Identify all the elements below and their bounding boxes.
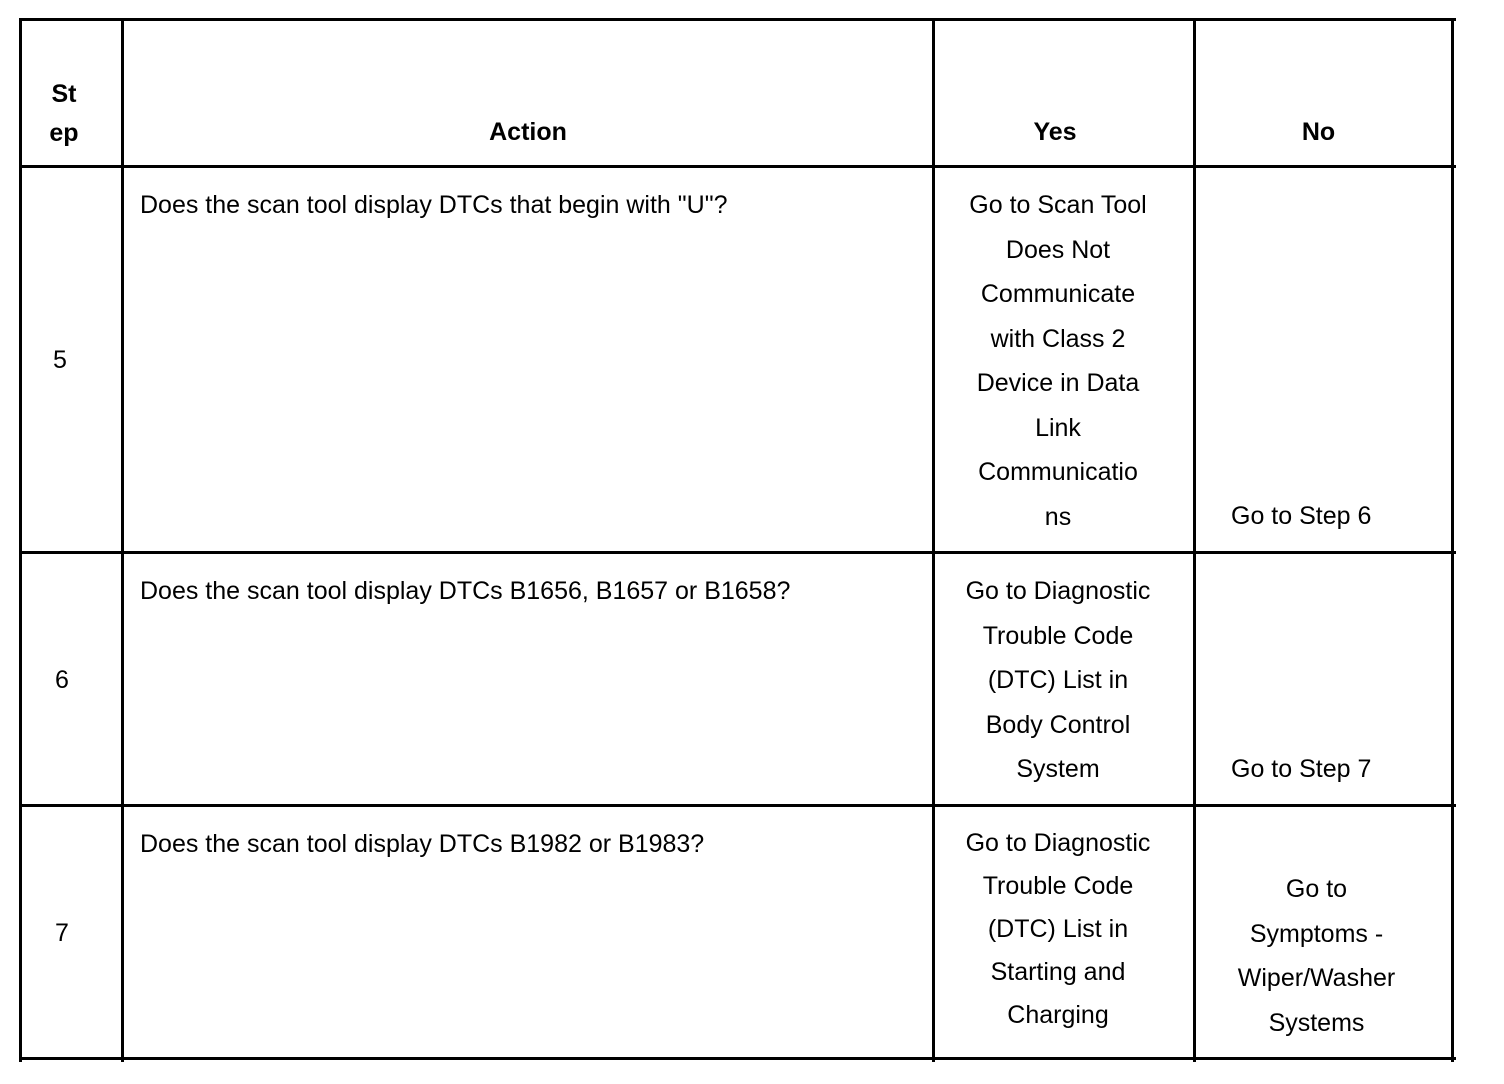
table-border-left <box>19 18 22 1062</box>
step-number: 5 <box>53 346 67 374</box>
step-number: 6 <box>55 666 69 694</box>
column-divider <box>1193 18 1196 1062</box>
column-divider <box>932 18 935 1062</box>
header-no: No <box>1301 118 1336 146</box>
header-step: St ep <box>49 80 79 147</box>
yes-text: Go to Diagnostic Trouble Code (DTC) List in Starting and Charging <box>965 829 1151 1029</box>
no-text: Go to Symptoms - Wiper/Washer Systems <box>1237 875 1396 1037</box>
header-yes: Yes <box>1033 118 1077 146</box>
table-border-right <box>1451 18 1454 1062</box>
table-border-bottom <box>19 1057 1456 1060</box>
yes-text: Go to Diagnostic Trouble Code (DTC) List in Body Control System <box>965 577 1151 783</box>
action-text: Does the scan tool display DTCs B1656, B1657 or B1658? <box>140 577 791 605</box>
step-number: 7 <box>55 919 69 947</box>
no-text: Go to Step 6 <box>1231 502 1372 530</box>
header-divider <box>19 165 1456 168</box>
action-text: Does the scan tool display DTCs that begin with "U"? <box>140 191 728 219</box>
table-border-top <box>19 18 1456 21</box>
no-text: Go to Step 7 <box>1231 755 1372 783</box>
column-divider <box>121 18 124 1062</box>
action-text: Does the scan tool display DTCs B1982 or B1983? <box>140 830 705 858</box>
header-action: Action <box>489 118 567 146</box>
row-divider <box>19 804 1456 807</box>
yes-text: Go to Scan Tool Does Not Communicate with Class 2 Device in Data Link Communicatio ns <box>969 191 1147 531</box>
row-divider <box>19 551 1456 554</box>
